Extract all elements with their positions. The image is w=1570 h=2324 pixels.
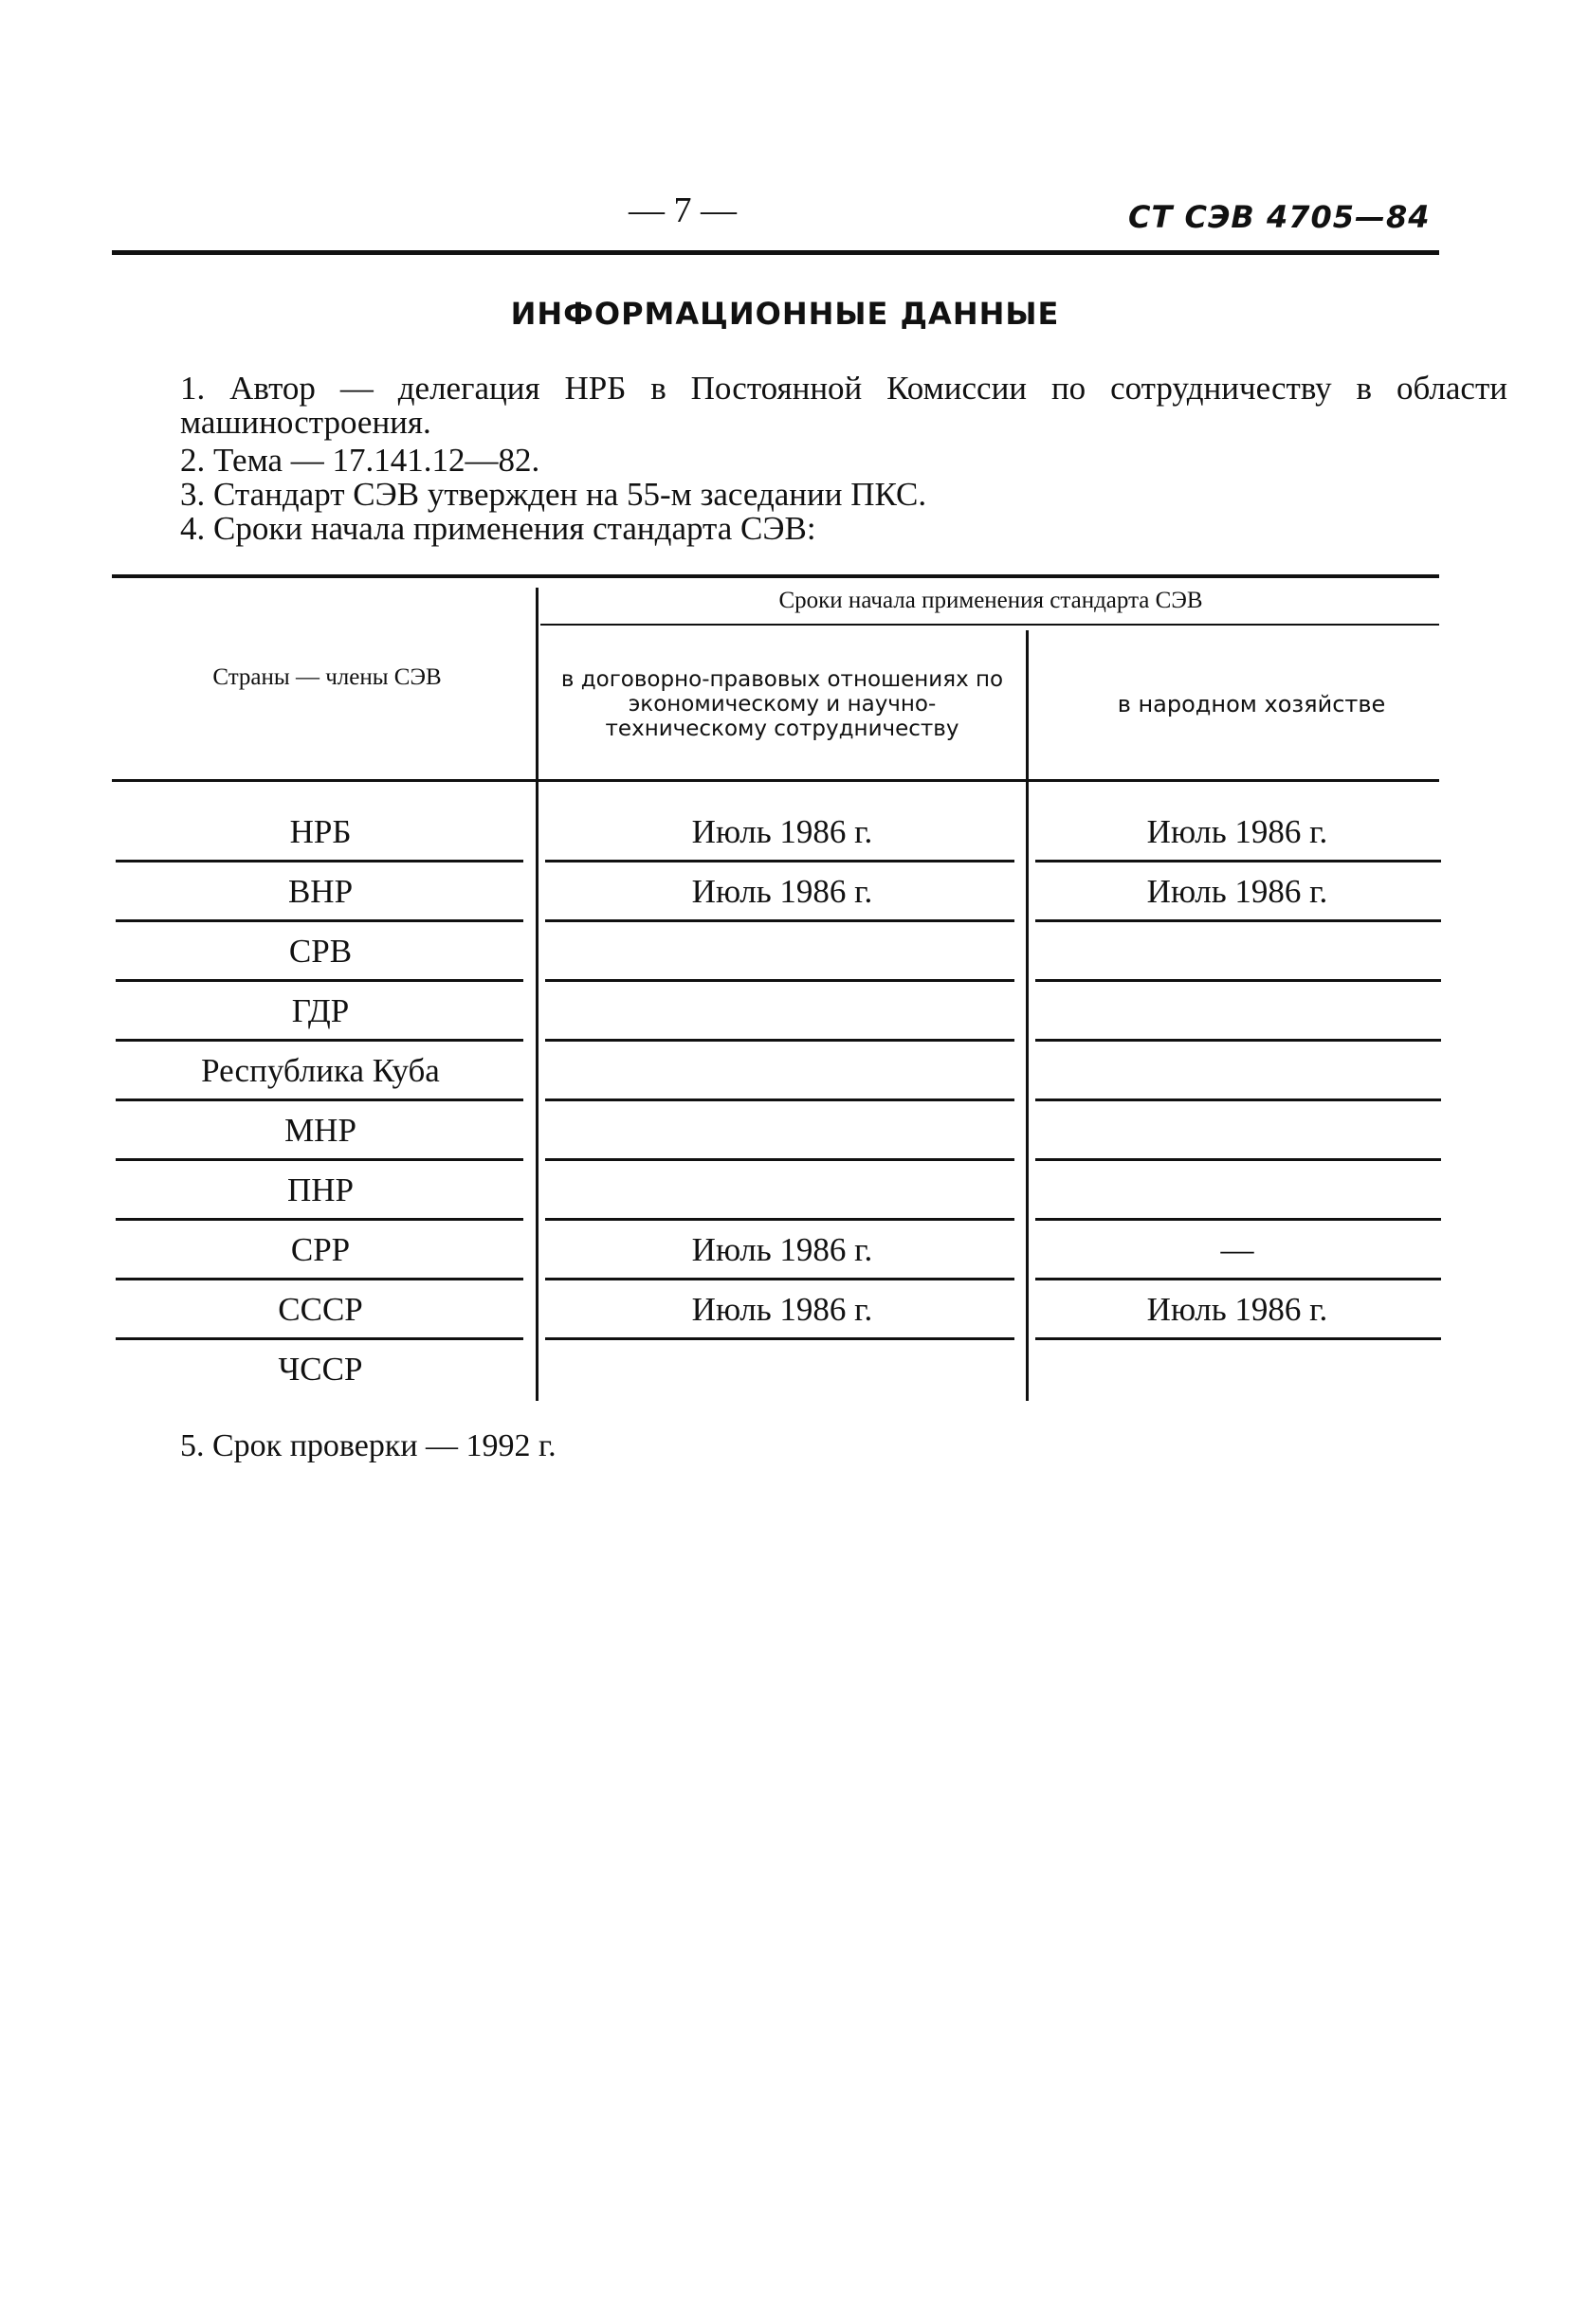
row-rule	[1035, 1218, 1441, 1221]
section-title: ИНФОРМАЦИОННЫЕ ДАННЫЕ	[510, 296, 1060, 332]
table-row-contract: Июль 1986 г.	[691, 812, 873, 850]
table-row-contract: Июль 1986 г.	[691, 1290, 873, 1328]
header-bottom-rule	[112, 779, 1439, 782]
table-row-country: СССР	[278, 1290, 363, 1328]
header-rule	[112, 250, 1439, 255]
row-rule	[545, 1098, 1014, 1101]
row-rule	[116, 1337, 523, 1340]
table-row-economy	[1038, 1343, 1436, 1395]
table-row-economy: Июль 1986 г.	[1146, 1290, 1328, 1328]
header-economy: в народном хозяйстве	[1117, 691, 1386, 717]
table-row-country: Республика Куба	[201, 1051, 440, 1089]
item-review: 5. Срок проверки — 1992 г.	[180, 1428, 557, 1463]
table-row-country: МНР	[284, 1111, 356, 1149]
document-code: СТ СЭВ 4705—84	[1128, 199, 1431, 235]
table-row-country: СРВ	[288, 932, 353, 970]
row-rule	[1035, 860, 1441, 862]
row-rule	[1035, 1278, 1441, 1280]
row-rule	[1035, 1039, 1441, 1042]
row-rule	[545, 1278, 1014, 1280]
table-row-country: ВНР	[287, 872, 354, 910]
row-rule	[545, 860, 1014, 862]
row-rule	[116, 1278, 523, 1280]
row-rule	[545, 1337, 1014, 1340]
table-row-country: ЧССР	[278, 1350, 363, 1388]
table-row-country: ПНР	[286, 1171, 355, 1208]
row-rule	[545, 1158, 1014, 1161]
row-rule	[116, 1039, 523, 1042]
row-rule	[116, 860, 523, 862]
row-rule	[1035, 1158, 1441, 1161]
table-row-contract	[550, 1343, 1014, 1395]
row-rule	[116, 1218, 523, 1221]
row-rule	[1035, 1337, 1441, 1340]
column-divider-left	[536, 588, 539, 1401]
row-rule	[116, 1098, 523, 1101]
table-row-economy	[1038, 985, 1436, 1037]
table-row-economy: —	[1220, 1230, 1254, 1268]
row-rule	[1035, 979, 1441, 982]
row-rule	[116, 919, 523, 922]
table-row-economy	[1038, 1164, 1436, 1216]
row-rule	[545, 1039, 1014, 1042]
row-rule	[545, 979, 1014, 982]
table-row-contract	[550, 925, 1014, 977]
row-rule	[116, 979, 523, 982]
header-group: Сроки начала применения стандарта СЭВ	[778, 588, 1203, 613]
item-topic: 2. Тема — 17.141.12—82.	[180, 442, 540, 479]
table-row-economy	[1038, 925, 1436, 977]
table-row-contract	[550, 1044, 1014, 1097]
column-divider-right	[1026, 630, 1029, 1401]
group-header-rule	[540, 624, 1439, 626]
table-row-country: СРР	[290, 1230, 351, 1268]
table-row-economy: Июль 1986 г.	[1146, 812, 1328, 850]
row-rule	[1035, 919, 1441, 922]
header-contract: в договорно-правовых отношениях по экономическому и научно-техническому сотрудничеству	[560, 667, 1004, 741]
row-rule	[116, 1158, 523, 1161]
table-row-contract: Июль 1986 г.	[691, 872, 873, 910]
header-countries: Страны — члены СЭВ	[212, 664, 442, 690]
row-rule	[545, 1218, 1014, 1221]
item-author: 1. Автор — делегация НРБ в Постоянной Комиссии по сотрудничеству в области машиностроения.	[180, 370, 1507, 441]
row-rule	[1035, 1098, 1441, 1101]
table-row-country: НРБ	[289, 812, 352, 850]
table-row-contract	[550, 1104, 1014, 1156]
table-row-country: ГДР	[291, 991, 350, 1029]
table-row-contract	[550, 1164, 1014, 1216]
page-number: — 7 —	[629, 191, 737, 230]
table-row-contract: Июль 1986 г.	[691, 1230, 873, 1268]
row-rule	[545, 919, 1014, 922]
table-row-economy: Июль 1986 г.	[1146, 872, 1328, 910]
table-row-economy	[1038, 1044, 1436, 1097]
item-terms: 4. Сроки начала применения стандарта СЭВ:	[180, 510, 816, 547]
table-row-contract	[550, 985, 1014, 1037]
table-row-economy	[1038, 1104, 1436, 1156]
item-approval: 3. Стандарт СЭВ утвержден на 55-м заседании ПКС.	[180, 476, 927, 513]
